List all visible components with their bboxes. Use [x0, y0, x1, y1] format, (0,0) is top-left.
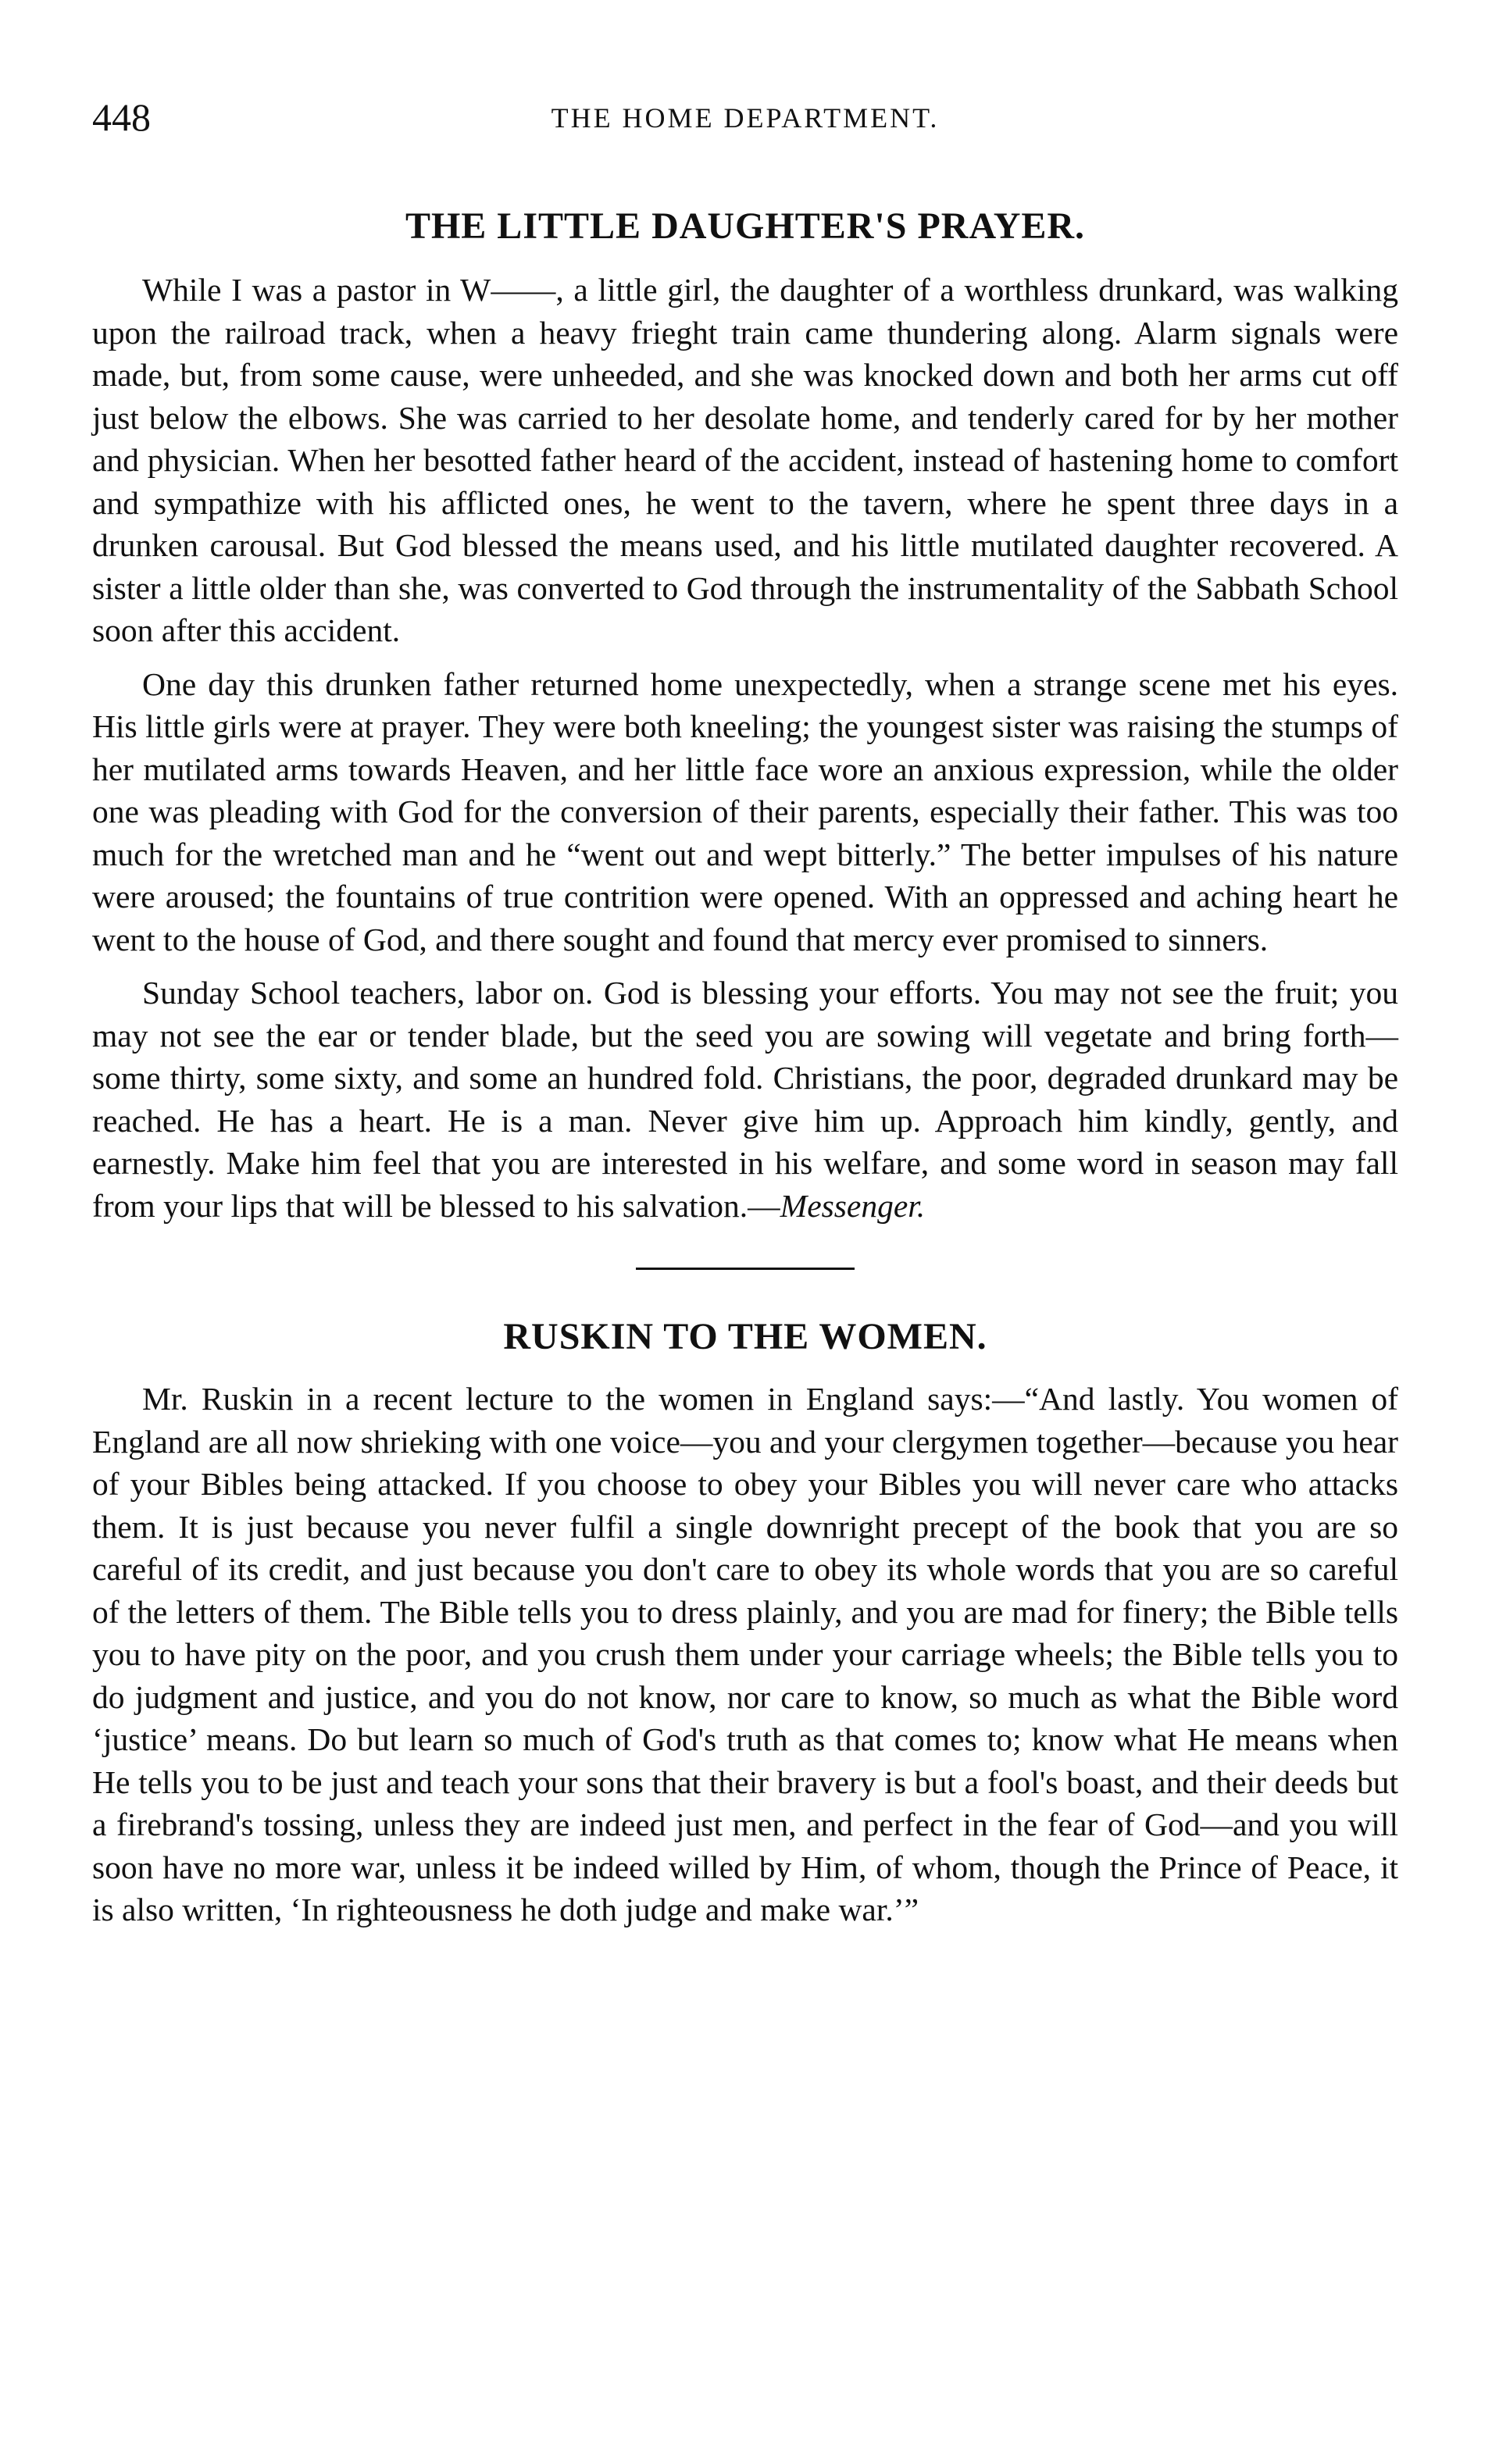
source-attribution: Messenger. [780, 1187, 926, 1224]
article-paragraph [92, 972, 1398, 1227]
article-paragraph: While I was a pastor in W——, a little girl, the daughter of a worthless drunkard, was walking upon the railroad track, when a heavy frieght train came thundering along. Alarm signals were made, but, from some cause, were unheeded, and she was knocked down and both her arms cut off just below the elbows. She was carried to her desolate home, and tenderly cared for by her mother and physician. When her besotted father heard of the accident, instead of hastening home to comfort and sympathize with his afflicted ones, he went to the tavern, where he spent three days in a drunken carousal. But God blessed the means used, and his little mutilated daughter recovered. A sister a little older than she, was converted to God through the instrumentality of the Sabbath School soon after this accident. [92, 272, 1398, 648]
article-paragraph: Mr. Ruskin in a recent lecture to the women in England says:—“And lastly. You women of England are all now shrieking with one voice—you and your clergymen together—because you hear of your Bibles being attacked. If you choose to obey your Bibles you will never care who attacks them. It is just because you never fulfil a single downright precept of the book that you are so careful of its credit, and just because you don't care to obey its whole words that you are so careful of the letters of them. The Bible tells you to dress plainly, and you are mad for finery; the Bible tells you to have pity on the poor, and you crush them under your carriage wheels; the Bible tells you to do judgment and justice, and you do not know, nor care to know, so much as what the Bible word ‘justice’ means. Do but learn so much of God's truth as that comes to; know what He means when He tells you to be just and teach your sons that their bravery is but a fool's boast, and their deeds but a firebrand's tossing, unless they are indeed just men, and perfect in the fear of God—and you will soon have no more war, unless it be indeed willed by Him, of whom, though the Prince of Peace, it is also written, ‘In righteousness he doth judge and make war.’” [92, 1381, 1398, 1927]
article-little-daughters-prayer [92, 203, 1398, 1227]
page-number: 448 [92, 95, 151, 139]
book-page [92, 94, 1398, 1931]
running-head [92, 94, 1398, 156]
section-divider [636, 1268, 855, 1270]
article-ruskin-to-the-women [92, 1314, 1398, 1931]
running-title: THE HOME DEPARTMENT. [551, 102, 940, 134]
paragraph-text: Sunday School teachers, labor on. God is blessing your efforts. You may not see the fruit; you may not see the ear or tender blade, but the seed you are sowing will vegetate and bring forth—some thirty, some sixty, and some an hundred fold. Christians, the poor, degraded drunkard may be reached. He has a heart. He is a man. Never give him up. Approach him kindly, gently, and earnestly. Make him feel that you are interested in his welfare, and some word in season may fall from your lips that will be blessed to his salvation.— [92, 975, 1398, 1224]
article-title: THE LITTLE DAUGHTER'S PRAYER. [405, 205, 1086, 247]
article-title: RUSKIN TO THE WOMEN. [503, 1316, 987, 1357]
article-paragraph: One day this drunken father returned home unexpectedly, when a strange scene met his eyes. His little girls were at prayer. They were both kneeling; the youngest sister was raising the stumps of her mutilated arms towards Heaven, and her little face wore an anxious expression, while the older one was pleading with God for the conversion of their parents, especially their father. This was too much for the wretched man and he “went out and wept bitterly.” The better impulses of his nature were aroused; the fountains of true contrition were opened. With an oppressed and aching heart he went to the house of God, and there sought and found that mercy ever promised to sinners. [92, 665, 1398, 957]
